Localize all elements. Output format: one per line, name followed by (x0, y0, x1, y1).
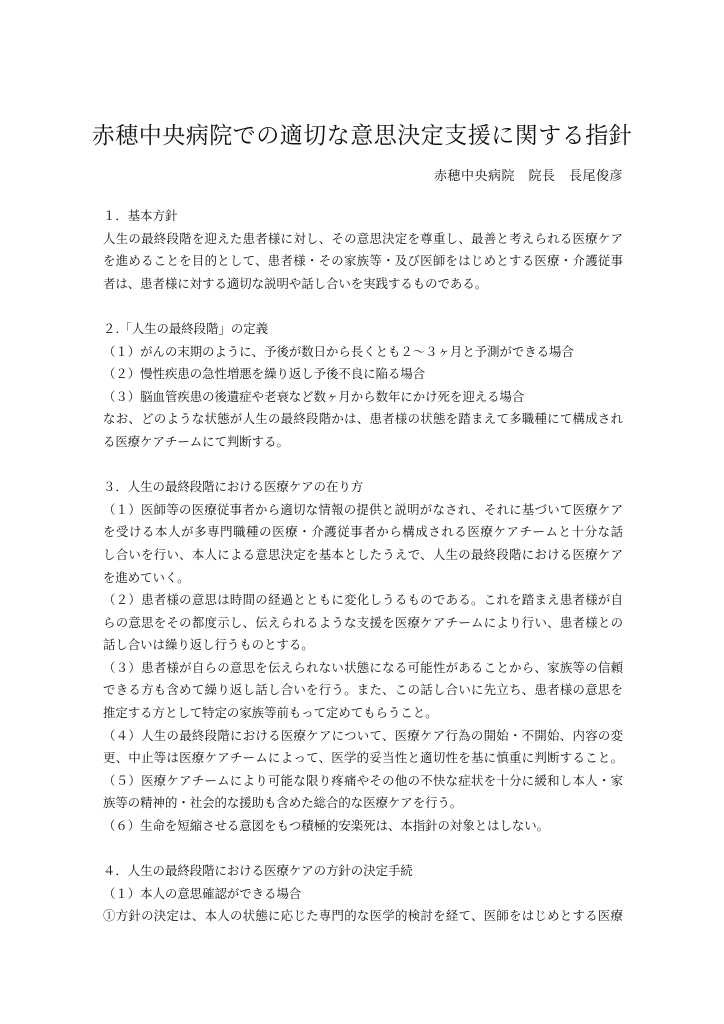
paragraph-line: 更、中止等は医療ケアチームによって、医学的妥当性と適切性を基に慎重に判断すること。 (103, 750, 623, 766)
blank-line (103, 295, 623, 318)
document-author: 赤穂中央病院 院長 長尾俊彦 (433, 169, 623, 184)
paragraph-line: 人生の最終段階を迎えた患者様に対し、その意思決定を尊重し、最善と考えられる医療ケア (103, 230, 623, 246)
section-heading: １．基本方針 (103, 208, 178, 223)
paragraph-line: （１）医師等の医療従事者から適切な情報の提供と説明がなされ、それに基づいて医療ケア (103, 501, 623, 517)
paragraph-line: し合いを行い、本人による意思決定を基本としたうえで、人生の最終段階における医療ケア (103, 546, 623, 562)
section-heading: ４．人生の最終段階における医療ケアの方針の決定手続 (103, 863, 413, 879)
blank-line (103, 838, 623, 861)
paragraph-line: （２）患者様の意思は時間の経過とともに変化しうるものである。これを踏まえ患者様が自 (103, 592, 623, 608)
paragraph-line: （３）患者様が自らの意思を伝えられない状態になる可能性があることから、家族等の信頼 (103, 659, 623, 675)
paragraph-line: （１）がんの末期のように、予後が数日から長くとも２～３ヶ月と予測ができる場合 (103, 343, 574, 359)
paragraph-line: ①方針の決定は、本人の状態に応じた専門的な医学的検討を経て、医師をはじめとする医療 (103, 908, 623, 924)
paragraph-line: （１）本人の意思確認ができる場合 (103, 885, 302, 901)
paragraph-line: る医療ケアチームにて判断する。 (103, 433, 289, 449)
document-body (103, 205, 623, 928)
paragraph-line: を受ける本人が多専門職種の医療・介護従事者から構成される医療ケアチームと十分な話 (103, 524, 623, 540)
section-heading: ３．人生の最終段階における医療ケアの在り方 (103, 479, 364, 495)
paragraph-line: を進めていく。 (103, 569, 190, 585)
paragraph-line: らの意思をその都度示し、伝えられるような支援を医療ケアチームにより行い、患者様との (103, 614, 623, 630)
paragraph-line: を進めることを目的として、患者様・その家族等・及び医師をはじめとする医療・介護従事 (103, 253, 623, 269)
paragraph-line: なお、どのような状態が人生の最終段階かは、患者様の状態を踏まえて多職種にて構成され (103, 411, 623, 427)
paragraph-line: 話し合いは繰り返し行うものとする。 (103, 637, 314, 653)
paragraph-line: できる方も含めて繰り返し話し合いを行う。また、この話し合いに先立ち、患者様の意思を (103, 682, 623, 698)
paragraph-line: 推定する方として特定の家族等前もって定めてもらうこと。 (103, 705, 438, 721)
paragraph-line: （３）脳血管疾患の後遺症や老衰など数ヶ月から数年にかけ死を迎える場合 (103, 388, 525, 404)
paragraph-line: 族等の精神的・社会的な援助も含めた総合的な医療ケアを行う。 (103, 795, 463, 811)
paragraph-line: （２）慢性疾患の急性増悪を繰り返し予後不良に陥る場合 (103, 366, 426, 382)
blank-line (103, 454, 623, 477)
section-heading: ２.「人生の最終段階」の定義 (103, 320, 269, 336)
document-title: 赤穂中央病院での適切な意思決定支援に関する指針 (91, 123, 633, 149)
paragraph-line: （６）生命を短縮させる意図をもつ積極的安楽死は、本指針の対象とはしない。 (103, 818, 550, 834)
paragraph-line: （５）医療ケアチームにより可能な限り疼痛やその他の不快な症状を十分に緩和し本人・家 (103, 772, 623, 788)
paragraph-line: （４）人生の最終段階における医療ケアについて、医療ケア行為の開始・不開始、内容の変 (103, 727, 623, 743)
paragraph-line: 者は、患者様に対する適切な説明や話し合いを実践するものである。 (103, 275, 488, 291)
